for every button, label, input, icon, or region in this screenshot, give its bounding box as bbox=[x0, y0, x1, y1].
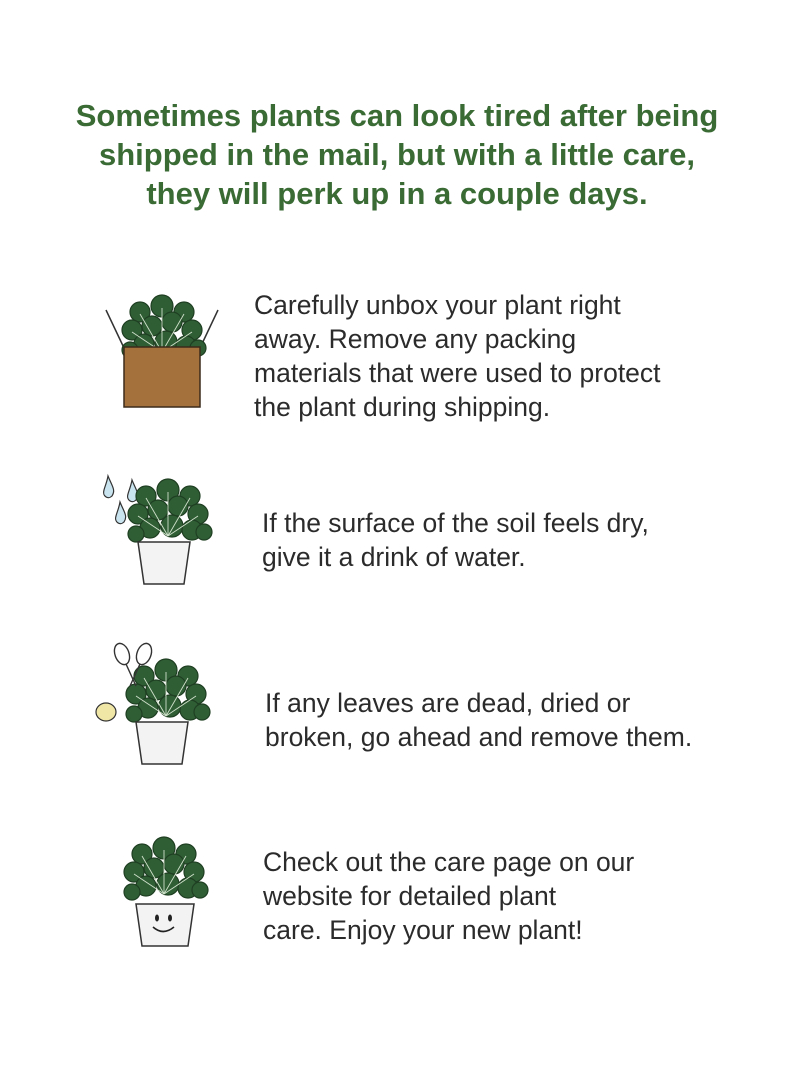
step-2-text bbox=[262, 506, 649, 574]
step-line: give it a drink of water. bbox=[262, 542, 526, 572]
step-line: the plant during shipping. bbox=[254, 392, 551, 422]
step-line: Check out the care page on our bbox=[263, 847, 635, 877]
step-line: away. Remove any packing bbox=[254, 324, 577, 354]
step-line: materials that were used to protect bbox=[254, 358, 661, 388]
headline-line: shipped in the mail, but with a little care, bbox=[99, 137, 695, 172]
step-3-text bbox=[265, 686, 692, 754]
step-line: care. Enjoy your new plant! bbox=[263, 915, 583, 945]
headline-line: they will perk up in a couple days. bbox=[146, 176, 648, 211]
step-line: website for detailed plant bbox=[263, 881, 557, 911]
step-1-text bbox=[254, 288, 661, 424]
happy-plant-icon bbox=[114, 830, 214, 955]
unboxing-plant-icon bbox=[100, 292, 225, 419]
headline bbox=[0, 96, 794, 213]
watering-plant-icon bbox=[98, 472, 213, 595]
headline-line: Sometimes plants can look tired after being bbox=[75, 98, 719, 133]
step-4-text bbox=[263, 845, 634, 947]
pruning-plant-icon bbox=[92, 640, 214, 773]
step-line: broken, go ahead and remove them. bbox=[265, 722, 693, 752]
step-line: If any leaves are dead, dried or bbox=[265, 688, 631, 718]
step-line: If the surface of the soil feels dry, bbox=[262, 508, 649, 538]
step-line: Carefully unbox your plant right bbox=[254, 290, 621, 320]
